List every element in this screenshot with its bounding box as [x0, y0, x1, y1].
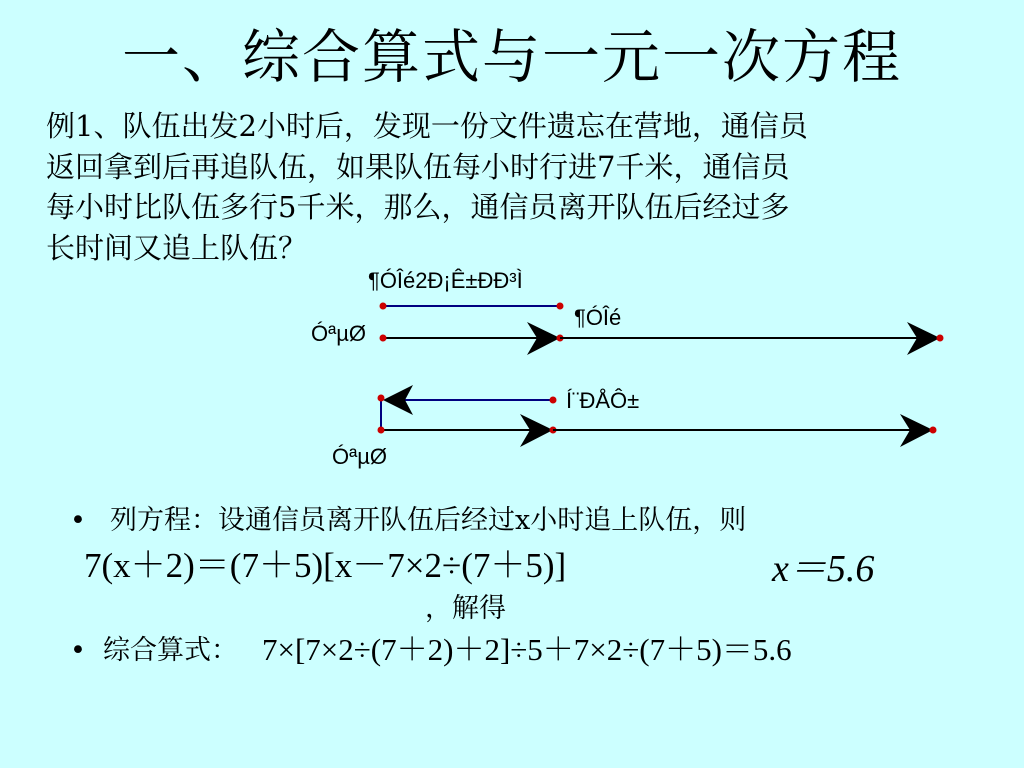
point-camp-2: [378, 427, 385, 434]
problem-line-2: 返回拿到后再追队伍，如果队伍每小时行进7千米，通信员: [46, 149, 790, 184]
solution: x＝5.6: [772, 548, 875, 590]
bullet-dot-2: •: [70, 635, 86, 666]
equation: 7(x＋2)＝(7＋5)[x－7×2÷(7＋5)]: [84, 546, 567, 585]
label-messenger: Í¨ÐÅÔ±: [566, 388, 640, 413]
point-camp-return: [378, 395, 385, 402]
label-camp-2: ÓªµØ: [332, 444, 388, 469]
label-camp-1: ÓªµØ: [311, 321, 367, 346]
point-meet-2: [930, 427, 937, 434]
point-meet-1: [937, 335, 944, 342]
point-camp-1: [380, 335, 387, 342]
problem-line-4: 长时间又追上队伍？: [46, 230, 308, 265]
slide-title: 一、综合算式与一元一次方程: [121, 23, 902, 91]
problem-line-3: 每小时比队伍多行5千米，那么，通信员离开队伍后经过多: [46, 190, 790, 224]
problem-line-1: 例1、队伍出发2小时后，发现一份文件遗忘在营地，通信员: [46, 109, 808, 143]
label-team: ¶ÓÎé: [574, 305, 622, 330]
point-camp-top: [380, 303, 387, 310]
composite-formula: 7×[7×2÷(7＋2)＋2]÷5＋7×2÷(7＋5)＝5.6: [262, 632, 792, 667]
composite-prefix: 综合算式：: [103, 635, 238, 666]
bullet-equation-intro: 列方程：设通信员离开队伍后经过x小时追上队伍，则: [110, 505, 747, 536]
label-team-2h: ¶ÓÎé2Ð¡Ê±ÐÐ³Ì: [368, 268, 523, 293]
solve-label: ，解得: [425, 593, 506, 624]
bullet-dot-1: •: [70, 505, 86, 536]
point-messenger-start: [550, 397, 557, 404]
point-team-top: [557, 303, 564, 310]
